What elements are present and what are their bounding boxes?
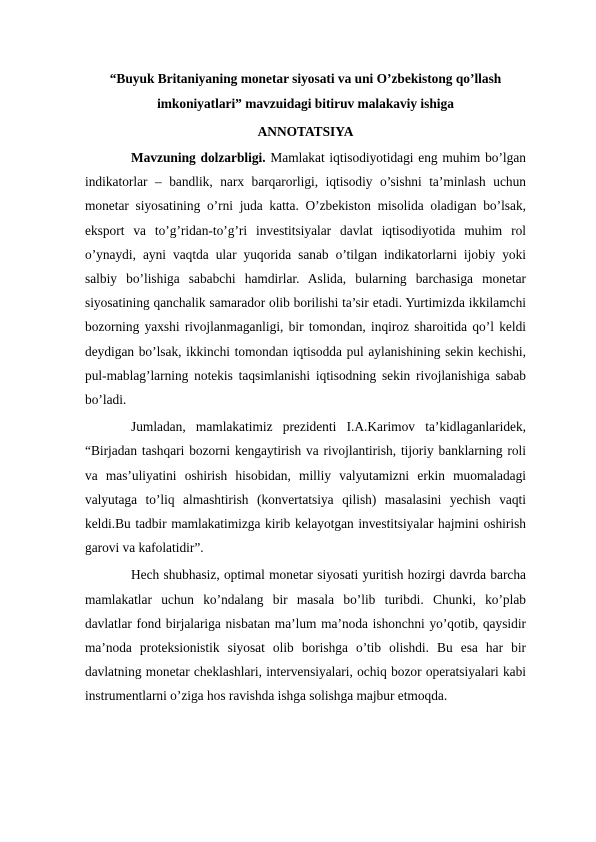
paragraph-quote [85,415,526,560]
section-heading: ANNOTATSIYA [257,124,354,139]
document-title: “Buyuk Britaniyaning monetar siyosati va uni O’zbekistong qo’llash imkoniyatlari” mavzuidagi bitiruv malakaviy ishiga [109,71,502,111]
paragraph-policy [85,563,526,708]
paragraph-text: Hech shubhasiz, optimal monetar siyosati yuritish hozirgi davrda barcha mamlakatlar uchun ko’ndalang bir masala bo’lib turibdi. Chunki, ko’plab davlatlar fond birjalariga nisbatan ma’lum ma’noda ishonchni yo’qotib, qaysidir ma’noda proteksionistik siyosat olib borishga o’tib olishdi. Bu esa har bir davlatning monetar cheklashlari, intervensiyalari, ochiq bozor operatsiyalari kabi instrumentlarni o’ziga hos ravishda ishga solishga majbur etmoqda. [85,567,526,704]
document-page [85,66,526,712]
paragraph-text: Jumladan, mamlakatimiz prezidenti I.A.Karimov ta’kidlaganlaridek, “Birjadan tashqari bozorni kengaytirish va rivojlantirish, tijoriy banklarning roli va mas’uliyatini oshirish hisobidan, milliy valyutamizni erkin muomaladagi valyutaga to’liq almashtirish (konvertatsiya qilish) masalasini yechish vaqti keldi.Bu tadbir mamlakatimizga kirib kelayotgan investitsiyalar hajmini oshirish garovi va kafolatidir”. [85,419,526,556]
paragraph-relevance [85,146,526,412]
paragraph-text: Mamlakat iqtisodiyotidagi eng muhim bo’lgan indikatorlar – bandlik, narx barqarorligi, iqtisodiy o’sishni ta’minlash uchun monetar siyosatining o’rni juda katta. O’zbekiston misolida oladigan bo’lsak, eksport va to’g’ridan-to’g’ri investitsiyalar davlat iqtisodiyotida muhim rol o’ynaydi, ayni vaqtda ular yuqorida sanab o’tilgan indikatorlarni ijobiy yoki salbiy bo’lishiga sababchi hamdirlar. Aslida, bularning barchasiga monetar siyosatining qanchalik samarador olib borilishi ta’sir etadi. Yurtimizda ikkilamchi bozorning yaxshi rivojlanmaganligi, bir tomondan, inqiroz sharoitida qo’l keldi deydigan bo’lsak, ikkinchi tomondan iqtisodda pul aylanishining sekin kechishi, pul-mablag’larning notekis taqsimlanishi iqtisodning sekin rivojlanishiga sabab bo’ladi. [85,150,526,408]
paragraph-lead: Mavzuning dolzarbligi. [131,150,266,165]
